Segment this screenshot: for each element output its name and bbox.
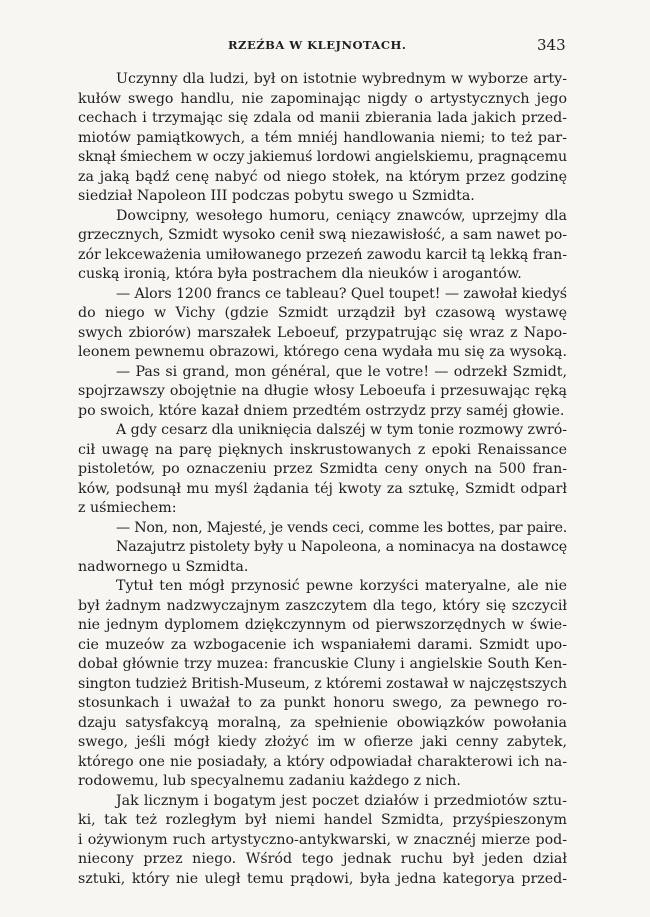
text-line: dzaju satysfakcyą moralną, za spełnienie obowiązków powołania <box>78 714 567 731</box>
text-line: po swoich, które kazał dniem przedtém ostrzydz przy saméj głowie. <box>78 402 565 419</box>
text-line: którego one nie posiadały, a który odpowiadał charakterowi ich na- <box>78 753 567 770</box>
text-line: siedział Napoleon III podczas pobytu swego u Szmidta. <box>78 188 475 204</box>
text-line: z uśmiechem: <box>78 500 177 516</box>
text-line: A gdy cesarz dla uniknięcia dalszéj w tym tonie rozmowy zwró- <box>116 422 567 438</box>
text-line: sington tudzież British-Museum, z któremi zostawał w najczęstszych <box>78 675 567 692</box>
text-line: był żadnym nadzwyczajnym zaszczytem dla tego, który się szczycił <box>78 597 567 614</box>
text-line: sztuki, który nie uległ temu prądowi, była jedna kategorya przed- <box>78 870 567 887</box>
text-line: niecony przez niego. Wśród tego jednak ruchu był jeden dział <box>78 851 567 867</box>
text-line: dobał głównie trzy muzea: francuskie Cluny i angielskie South Ken- <box>78 656 567 672</box>
text-line: nadwornego u Szmidta. <box>78 558 249 575</box>
running-title: RZEŹBA W KLEJNOTACH. <box>228 38 407 52</box>
text-line: ki, tak też rozległym był niemi handel Szmidta, przyśpieszonym <box>78 812 567 828</box>
body-text <box>78 70 567 889</box>
text-line: do niego w Vichy (gdzie Szmidt urządził był czasową wystawę <box>78 305 567 321</box>
text-line: — Non, non, Majesté, je vends ceci, comme les bottes, par paire. <box>116 519 567 536</box>
text-line: spojrzawszy obojętnie na długie włosy Leboeufa i przesuwając ręką <box>78 383 567 399</box>
text-line: zór lekceważenia umiłowanego przezeń zawodu karcił tą lekką fran- <box>78 246 567 263</box>
text-line: cie muzeów za wzbogacenie ich wspaniałemi darami. Szmidt upo- <box>78 636 567 653</box>
text-line: Tytuł ten mógł przynosić pewne korzyści materyalne, ale nie <box>116 578 567 594</box>
text-line: Uczynny dla ludzi, był on istotnie wybrednym w wyborze arty- <box>116 71 567 87</box>
text-line: ków, podsunął mu myśl żądania téj kwoty za sztukę, Szmidt odparł <box>78 480 567 497</box>
text-line: cechach i trzymając się zdala od manii zbierania lada jakich przed- <box>78 110 567 126</box>
text-line: — Pas si grand, mon général, que le votre! — odrzekł Szmidt, <box>116 363 567 380</box>
page-number: 343 <box>537 36 566 54</box>
text-line: za jaką bądź cenę nabyć od niego stołek, na którym przez godzinę <box>78 168 567 185</box>
text-line: stosunkach i uważał to za punkt honoru swego, za pewnego ro- <box>78 695 567 711</box>
text-line: cił uwagę na parę pięknych inskrustowanych z epoki Renaissance <box>78 441 567 458</box>
text-line: swych zbiorów) marszałek Leboeuf, przypatrując się wraz z Napo- <box>78 324 567 341</box>
text-line: grzecznych, Szmidt wysoko cenił swą niezawisłość, a sam nawet po- <box>78 227 567 243</box>
text-line: cuską ironią, która była postrachem dla nieuków i arogantów. <box>78 266 522 282</box>
text-line: i ożywionym ruch artystyczno-antykwarski, w znacznéj mierze pod- <box>78 831 567 848</box>
text-line: swego, jeśli mógł kiedy złożyć im w ofierze jaki cenny zabytek, <box>78 734 567 750</box>
text-line: sknął śmiechem w oczy jakiemuś lordowi angielskiemu, pragnącemu <box>78 149 567 165</box>
text-line: — Alors 1200 francs ce tableau? Quel toupet! — zawołał kiedyś <box>116 285 567 302</box>
text-line: rodowemu, lub specyalnemu zadaniu każdego z nich. <box>78 773 461 789</box>
text-line: nie jednym dyplomem dziękczynnym od pierwszorzędnych w świe- <box>78 617 567 633</box>
text-line: Nazajutrz pistolety były u Napoleona, a nominacya na dostawcę <box>116 539 567 555</box>
text-line: leonem pewnemu obrazowi, którego cena wydała mu się za wysoką. <box>78 344 567 360</box>
text-line: pistoletów, po oznaczeniu przez Szmidta ceny onych na 500 fran- <box>78 461 567 477</box>
running-head <box>0 38 650 58</box>
text-line: Jak licznym i bogatym jest poczet działów i przedmiotów sztu- <box>116 792 567 809</box>
text-line: kułów swego handlu, nie zapominając nigdy o artystycznych jego <box>78 90 567 107</box>
text-line: Dowcipny, wesołego humoru, ceniący znawców, uprzejmy dla <box>116 207 567 224</box>
text-line: miotów pamiątkowych, a tém mniéj handlowania niemi; to też par- <box>78 129 567 146</box>
